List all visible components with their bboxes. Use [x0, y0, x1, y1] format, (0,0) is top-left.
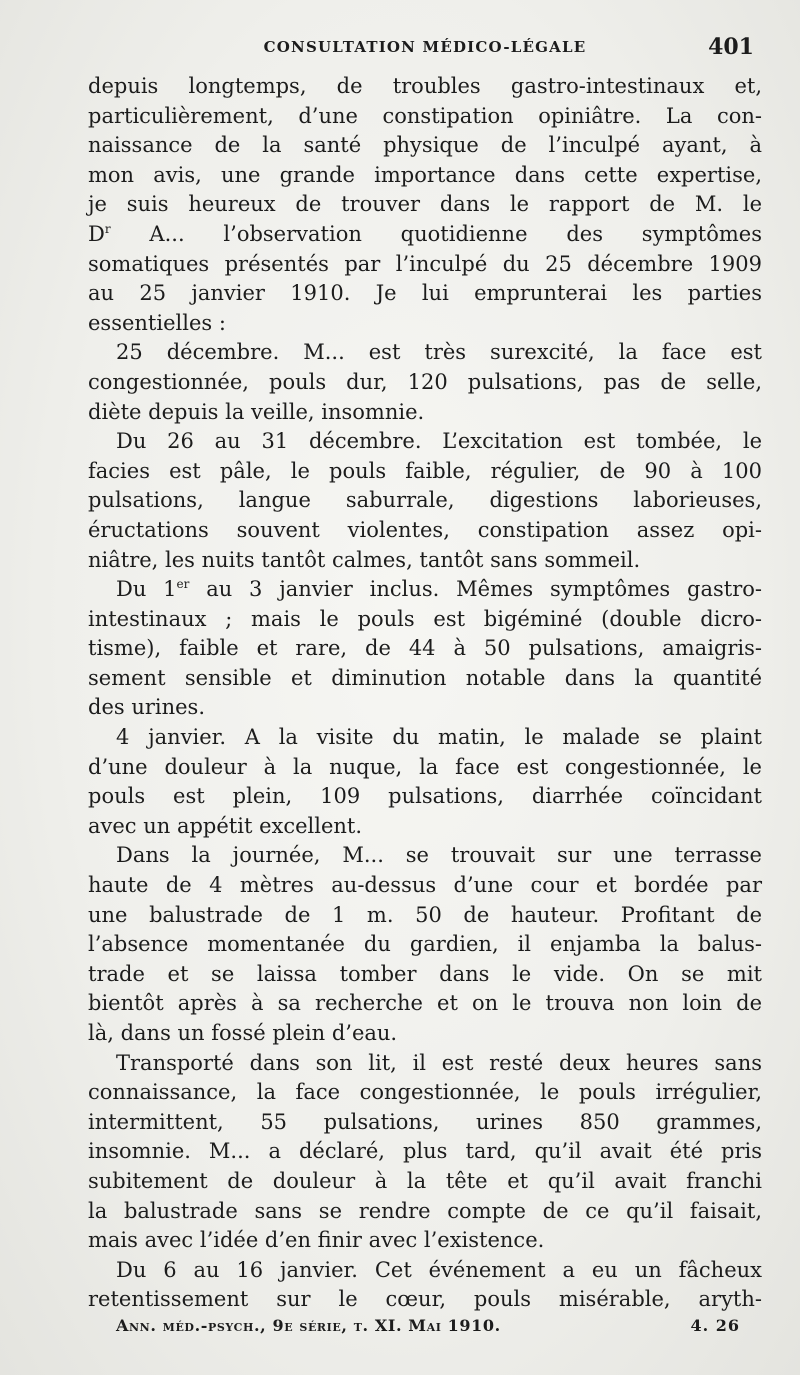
text-line: bientôt après à sa recherche et on le trouva non loin de — [88, 991, 762, 1016]
page-number: 401 — [708, 34, 754, 60]
signature-mark: 4. 26 — [690, 1316, 740, 1335]
text-line: essentielles : — [88, 310, 226, 335]
text-line: subitement de douleur à la tête et qu’il avait franchi — [88, 1168, 762, 1193]
text-line: pouls est plein, 109 pulsations, diarrhée coïncidant — [88, 784, 762, 809]
text-line: congestionnée, pouls dur, 120 pulsations, pas de selle, — [88, 369, 762, 394]
text-line: retentissement sur le cœur, pouls misérable, aryth- — [88, 1287, 762, 1312]
text-line: particulièrement, d’une constipation opiniâtre. La con- — [88, 103, 762, 128]
text-line: haute de 4 mètres au-dessus d’une cour et bordée par — [88, 873, 762, 898]
date-prefix-sup: er — [176, 577, 190, 592]
text-line: la balustrade sans se rendre compte de ce qu’il faisait, — [88, 1198, 762, 1223]
running-head — [90, 34, 760, 64]
text-line: 25 décembre. M... est très surexcité, la face est — [116, 340, 762, 365]
text-line-rest: A... l’observation quotidienne des symptômes — [149, 221, 762, 246]
text-line: Dans la journée, M... se trouvait sur une terrasse — [116, 843, 762, 868]
text-line: mais avec l’idée d’en finir avec l’existence. — [88, 1228, 545, 1253]
date-prefix: Du 1 — [116, 577, 177, 602]
doctor-abbrev-sup: r — [104, 221, 111, 236]
text-line-rest: au 3 janvier inclus. Mêmes symptômes gastro- — [206, 577, 762, 602]
text-line: depuis longtemps, de troubles gastro-intestinaux et, — [88, 74, 762, 98]
text-line: là, dans un fossé plein d’eau. — [88, 1021, 398, 1045]
text-line: tisme), faible et rare, de 44 à 50 pulsations, amaigris- — [88, 636, 762, 661]
text-line-composite — [88, 575, 762, 605]
page-footer — [116, 1316, 740, 1340]
text-line: niâtre, les nuits tantôt calmes, tantôt sans sommeil. — [88, 547, 641, 572]
text-line: Transporté dans son lit, il est resté deux heures sans — [116, 1050, 762, 1075]
text-line: intermittent, 55 pulsations, urines 850 grammes, — [88, 1109, 762, 1134]
text-line: insomnie. M... a déclaré, plus tard, qu’il avait été pris — [88, 1139, 762, 1164]
text-line: connaissance, la face congestionnée, le pouls irrégulier, — [88, 1080, 762, 1105]
text-line: intestinaux ; mais le pouls est bigéminé (double dicro- — [88, 606, 762, 631]
text-line: 4 janvier. A la visite du matin, le malade se plaint — [116, 725, 762, 750]
text-line: somatiques présentés par l’inculpé du 25 décembre 1909 — [88, 251, 762, 276]
doctor-abbrev: D — [88, 221, 105, 246]
text-line-composite — [88, 220, 762, 250]
text-line: au 25 janvier 1910. Je lui emprunterai les parties — [88, 281, 762, 306]
text-line: avec un appétit excellent. — [88, 813, 363, 838]
body-text — [88, 72, 762, 1315]
journal-citation: Ann. méd.-psych., 9e série, t. XI. Mai 1910. — [116, 1316, 501, 1335]
text-line: des urines. — [88, 695, 206, 720]
text-line: diète depuis la veille, insomnie. — [88, 399, 425, 424]
text-line: trade et se laissa tomber dans le vide. On se mit — [88, 961, 762, 986]
text-line: mon avis, une grande importance dans cette expertise, — [88, 162, 762, 187]
text-line: l’absence momentanée du gardien, il enjamba la balus- — [88, 932, 762, 957]
text-line: une balustrade de 1 m. 50 de hauteur. Profitant de — [88, 902, 762, 927]
text-line: je suis heureux de trouver dans le rapport de M. le — [88, 192, 762, 217]
text-line: éructations souvent violentes, constipation assez opi- — [88, 517, 762, 542]
text-line: d’une douleur à la nuque, la face est congestionnée, le — [88, 754, 762, 779]
text-line: pulsations, langue saburrale, digestions laborieuses, — [88, 488, 762, 513]
text-line: Du 6 au 16 janvier. Cet événement a eu un fâcheux — [116, 1257, 762, 1282]
text-line: naissance de la santé physique de l’inculpé ayant, à — [88, 133, 762, 158]
text-line: sement sensible et diminution notable dans la quantité — [88, 665, 762, 690]
text-line: facies est pâle, le pouls faible, régulier, de 90 à 100 — [88, 458, 762, 483]
text-line: Du 26 au 31 décembre. L’excitation est tombée, le — [116, 429, 762, 454]
running-title: CONSULTATION MÉDICO-LÉGALE — [263, 38, 587, 56]
